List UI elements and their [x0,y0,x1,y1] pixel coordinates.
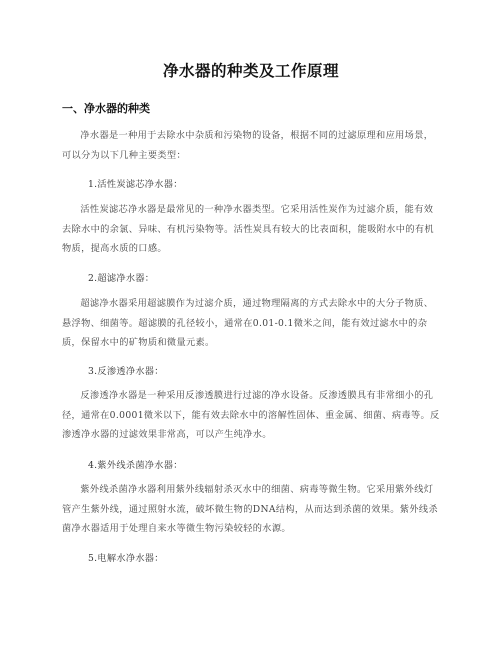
item-title-reverse-osmosis: 3.反渗透净水器： [88,366,164,377]
section-heading: 一、净水器的种类 [62,102,150,115]
item-body-activated-carbon: 活性炭滤芯净水器是最常见的一种净水器类型。它采用活性炭作为过滤介质，能有效去除水中的余氯、异味、有机污染物等。活性炭具有较大的比表面积，能吸附水中的有机物质，提高水质的口感。 [62,204,434,254]
item-title-uv-sterilization: 4.紫外线杀菌净水器： [88,460,183,471]
item-body-ultrafiltration: 超滤净水器采用超滤膜作为过滤介质，通过物理隔离的方式去除水中的大分子物质、悬浮物、细菌等。超滤膜的孔径较小，通常在0.01-0.1微米之间，能有效过滤水中的杂质，保留水中的矿物质和微量元素。 [62,298,434,348]
item-title-ultrafiltration: 2.超滤净水器： [88,273,155,284]
item-title-electrolysis: 5.电解水净水器： [88,553,164,564]
item-body-reverse-osmosis: 反渗透净水器是一种采用反渗透膜进行过滤的净水设备。反渗透膜具有非常细小的孔径，通常在0.0001微米以下，能有效去除水中的溶解性固体、重金属、细菌、病毒等。反渗透净水器的过滤效果非常高，可以产生纯净水。 [62,390,440,440]
intro-paragraph: 净水器是一种用于去除水中杂质和污染物的设备，根据不同的过滤原理和应用场景，可以分为以下几种主要类型： [62,130,434,161]
item-title-activated-carbon: 1.活性炭滤芯净水器： [88,179,183,190]
page-title: 净水器的种类及工作原理 [162,62,339,80]
item-body-uv-sterilization: 紫外线杀菌净水器利用紫外线辐射杀灭水中的细菌、病毒等微生物。它采用紫外线灯管产生紫外线，通过照射水流，破坏微生物的DNA结构，从而达到杀菌的效果。紫外线杀菌净水器适用于处理自来水等微生物污染较轻的水源。 [62,484,438,534]
